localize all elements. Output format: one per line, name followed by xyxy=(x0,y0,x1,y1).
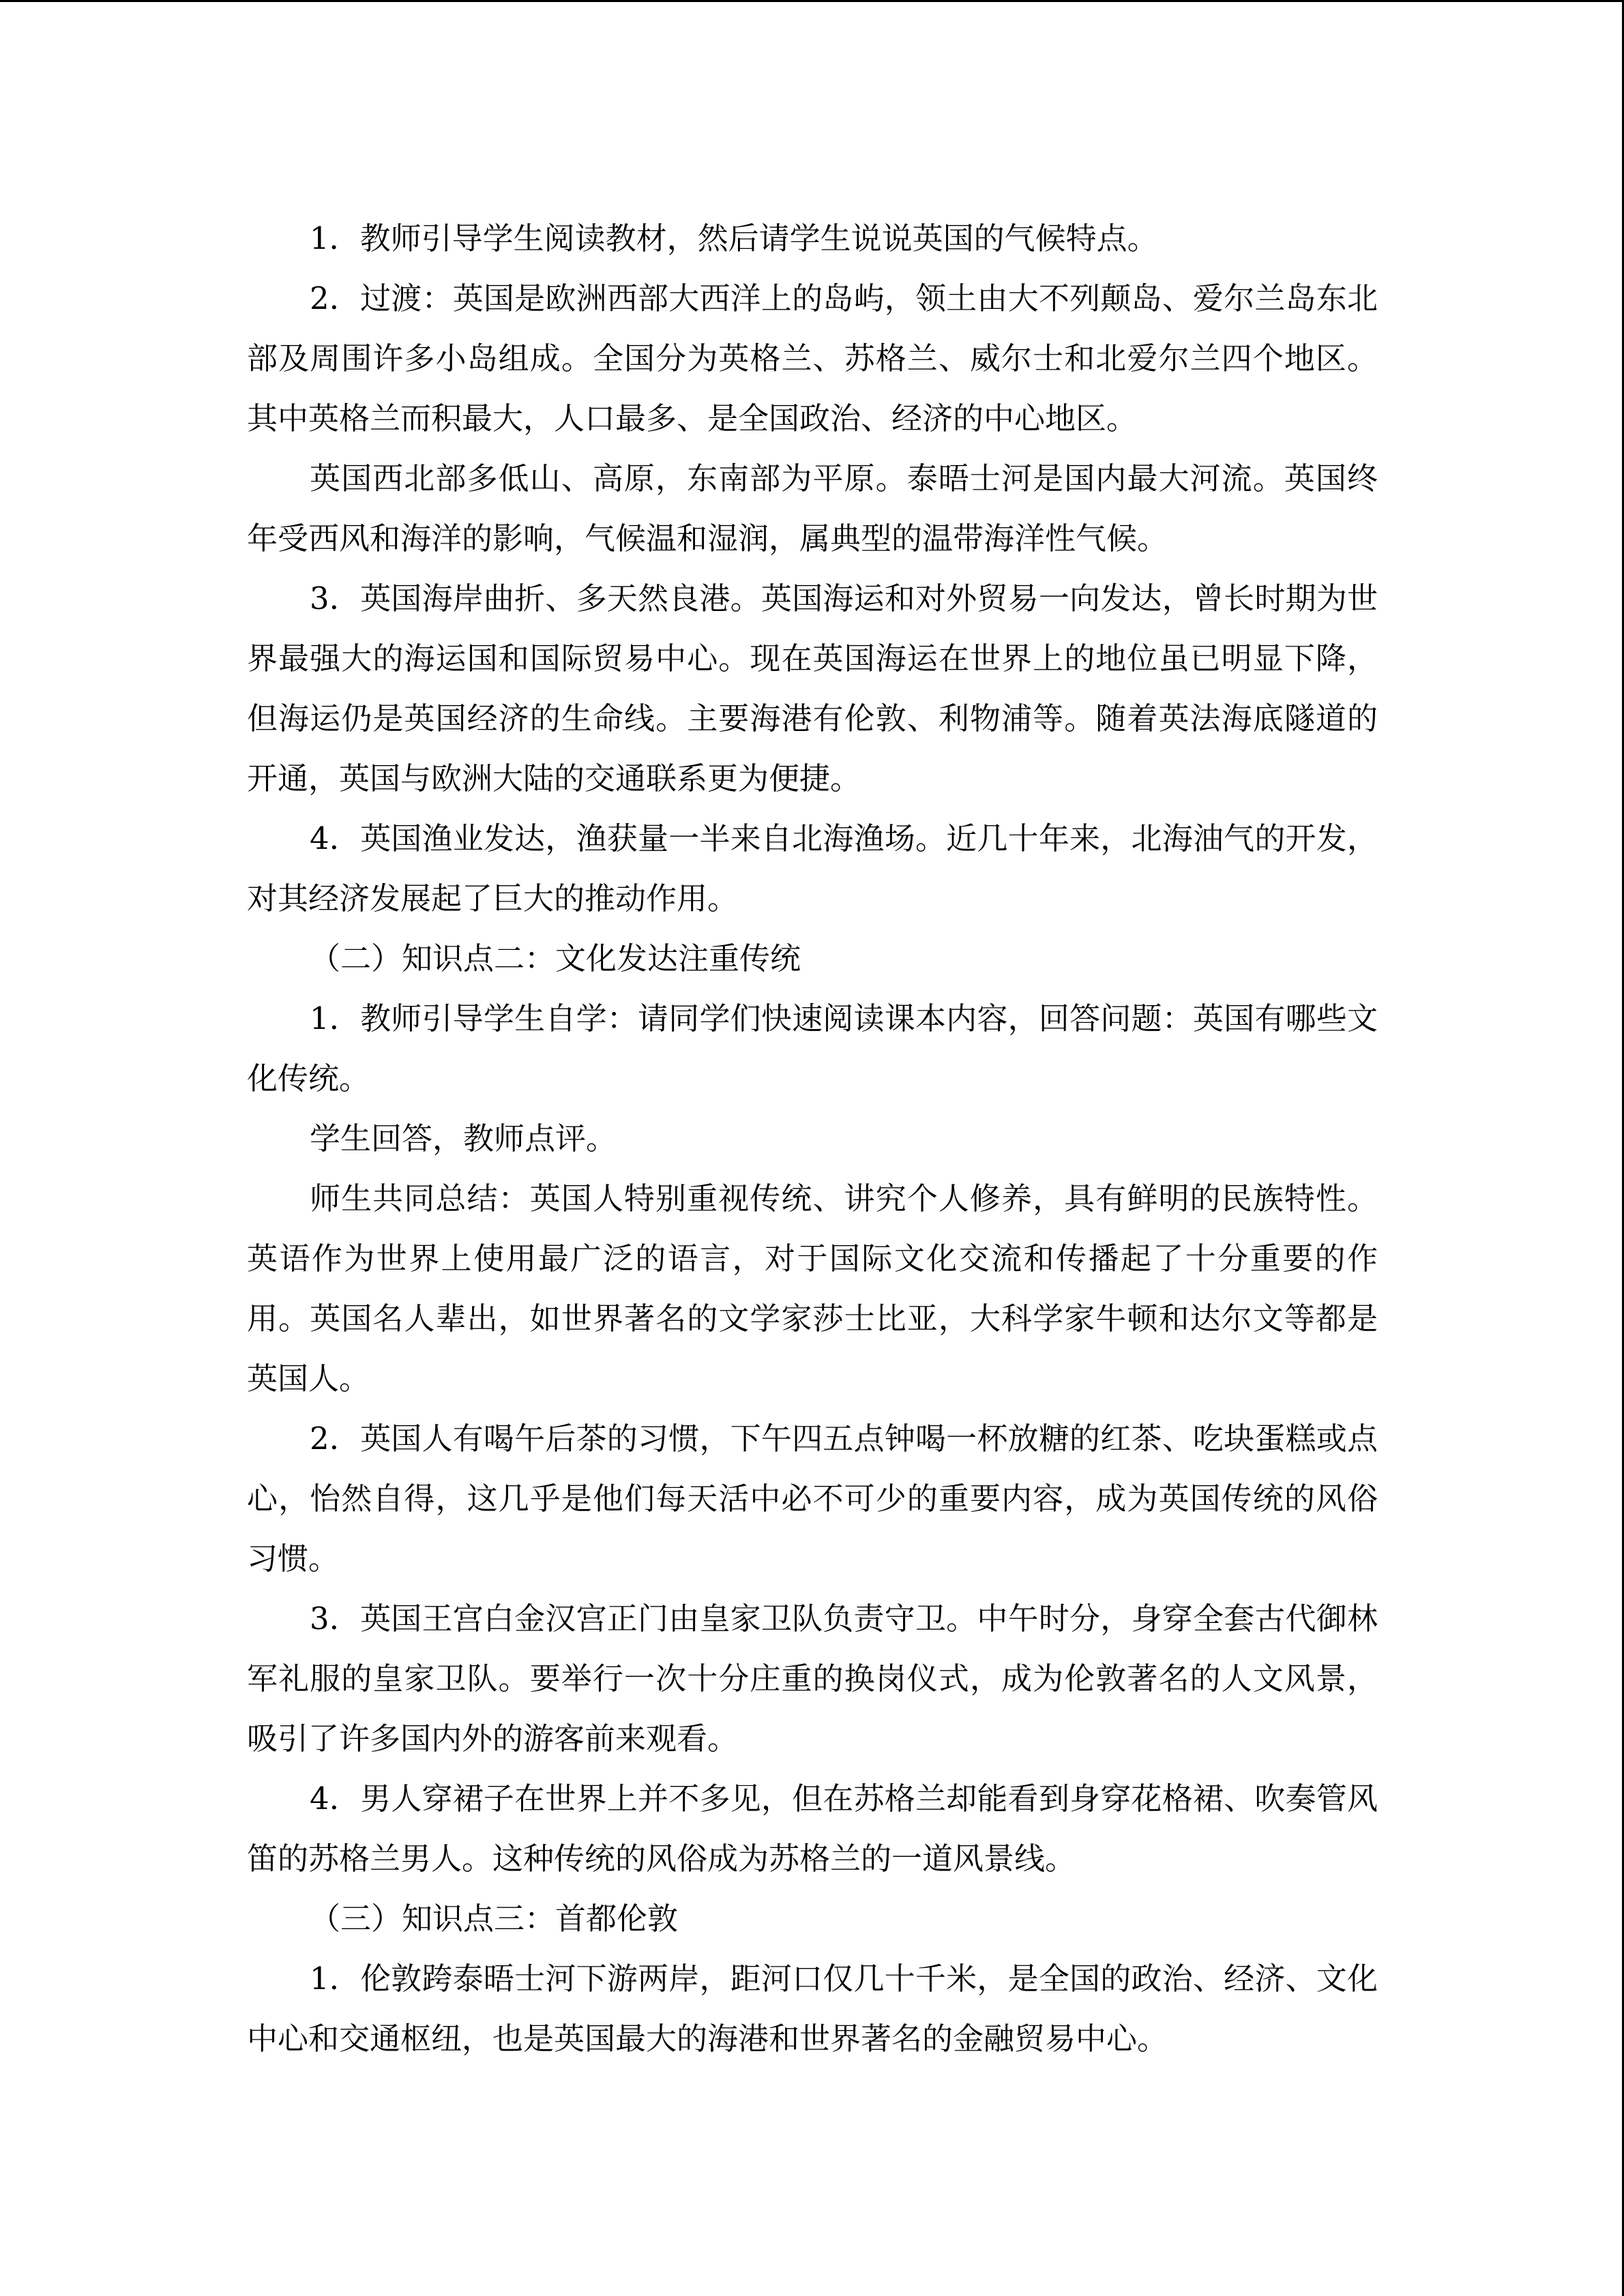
paragraph-transition-geography: 2．过渡：英国是欧洲西部大西洋上的岛屿，领土由大不列颠岛、爱尔兰岛东北部及周围许多小岛组成。全国分为英格兰、苏格兰、威尔士和北爱尔兰四个地区。其中英格兰而积最大，人口最多、是全国政治、经济的中心地区。 xyxy=(247,280,1378,436)
paragraph-royal-guard: 3．英国王宫白金汉宫正门由皇家卫队负责守卫。中午时分，身穿全套古代御林军礼服的皇家卫队。要举行一次十分庄重的换岗仪式，成为伦敦著名的人文风景，吸引了许多国内外的游客前来观看。 xyxy=(247,1600,1378,1757)
paragraph-summary: 师生共同总结：英国人特别重视传统、讲究个人修养，具有鲜明的民族特性。英语作为世界上使用最广泛的语言，对于国际文化交流和传播起了十分重要的作用。英国名人辈出，如世界著名的文学家莎士比亚，大科学家牛顿和达尔文等都是英国人。 xyxy=(247,1180,1378,1397)
paragraph-climate-intro: 1．教师引导学生阅读教材，然后请学生说说英国的气候特点。 xyxy=(310,220,1158,256)
paragraph-scottish-kilt: 4．男人穿裙子在世界上并不多见，但在苏格兰却能看到身穿花格裙、吹奏管风笛的苏格兰男人。这种传统的风俗成为苏格兰的一道风景线。 xyxy=(247,1780,1378,1877)
document-body xyxy=(247,209,1378,2069)
section-heading-london: （三）知识点三：首都伦敦 xyxy=(310,1900,679,1937)
page-border-top xyxy=(0,0,1624,2)
paragraph-terrain-climate: 英国西北部多低山、高原，东南部为平原。泰晤士河是国内最大河流。英国终年受西风和海洋的影响，气候温和湿润，属典型的温带海洋性气候。 xyxy=(247,460,1378,556)
paragraph-london: 1．伦敦跨泰晤士河下游两岸，距河口仅几十千米，是全国的政治、经济、文化中心和交通枢纽，也是英国最大的海港和世界著名的金融贸易中心。 xyxy=(247,1960,1378,2057)
section-heading-culture: （二）知识点二：文化发达注重传统 xyxy=(310,940,801,976)
paragraph-afternoon-tea: 2．英国人有喝午后茶的习惯，下午四五点钟喝一杯放糖的红茶、吃块蛋糕或点心，怡然自得，这几乎是他们每天活中必不可少的重要内容，成为英国传统的风俗习惯。 xyxy=(247,1420,1378,1577)
paragraph-self-study: 1．教师引导学生自学：请同学们快速阅读课本内容，回答问题：英国有哪些文化传统。 xyxy=(247,1000,1378,1097)
paragraph-fishery-oil: 4．英国渔业发达，渔获量一半来自北海渔场。近几十年来，北海油气的开发，对其经济发展起了巨大的推动作用。 xyxy=(247,820,1378,916)
paragraph-student-answer: 学生回答，教师点评。 xyxy=(310,1120,617,1157)
paragraph-coast-shipping: 3．英国海岸曲折、多天然良港。英国海运和对外贸易一向发达，曾长时期为世界最强大的海运国和国际贸易中心。现在英国海运在世界上的地位虽已明显下降，但海运仍是英国经济的生命线。主要海港有伦敦、利物浦等。随着英法海底隧道的开通，英国与欧洲大陆的交通联系更为便捷。 xyxy=(247,580,1378,796)
